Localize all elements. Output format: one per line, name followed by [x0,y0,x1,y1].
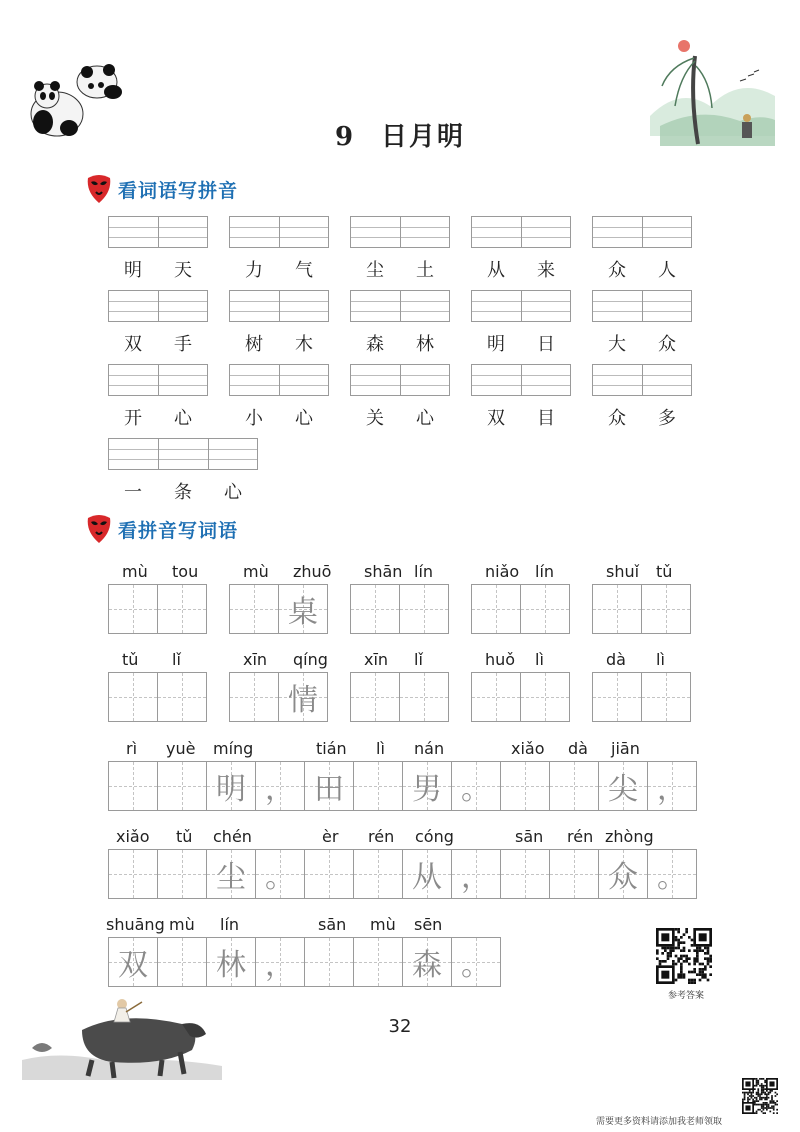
grid-divider [521,291,522,321]
pinyin-syllable: chén [213,827,252,846]
pinyin-syllable: tou [172,562,199,581]
pinyin-syllable: lǐ [414,650,423,669]
writing-cell[interactable] [353,761,403,811]
pinyin-syllable: mù [370,915,396,934]
word-char: 森 [366,334,384,355]
hint-char [354,850,402,898]
word [108,330,208,356]
pinyin-answer-grid[interactable] [108,364,208,396]
writing-cell[interactable] [157,672,207,722]
pinyin-syllable: cóng [415,827,454,846]
writing-cell[interactable] [598,761,648,811]
pinyin-answer-grid[interactable] [350,364,450,396]
word [229,330,329,356]
writing-cell[interactable] [549,849,599,899]
pinyin-syllable: lǐ [172,650,181,669]
pinyin-syllable: rì [126,739,138,758]
pinyin-answer-grid[interactable] [229,290,329,322]
hint-char: 男 [412,772,442,807]
hint-char: 明 [216,772,246,807]
character-writing-grid [229,584,328,634]
word-char: 众 [608,408,626,429]
pinyin-syllable: lín [414,562,434,581]
pinyin-answer-grid[interactable] [471,216,571,248]
writing-cell[interactable] [451,849,501,899]
writing-cell[interactable] [592,672,642,722]
pinyin-syllable: zhòng [605,827,654,846]
word [471,404,571,430]
pinyin-syllable: lì [656,650,665,669]
word-char: 明 [487,334,505,355]
pinyin-answer-grid[interactable] [592,364,692,396]
hint-char: 森 [412,948,442,983]
word-char: 土 [416,260,434,281]
writing-cell[interactable] [304,849,354,899]
word [471,330,571,356]
word [350,404,450,430]
pinyin-syllable: mù [122,562,148,581]
hint-char [354,762,402,810]
word [229,256,329,282]
grid-divider [400,365,401,395]
writing-cell[interactable] [353,937,403,987]
page-number: 32 [388,1016,412,1037]
writing-cell[interactable] [399,584,449,634]
hint-char [472,585,520,633]
hint-char [521,673,569,721]
word-char: 心 [416,408,434,429]
pinyin-syllable: èr [322,827,339,846]
hint-char: 。 [461,772,491,807]
footer-note: 需要更多资料请添加我老师领取 [596,1117,723,1127]
hint-char [230,585,278,633]
pinyin-syllable: xiǎo [116,827,150,846]
pinyin-syllable: shuāng [106,915,165,934]
pinyin-answer-grid[interactable] [592,290,692,322]
writing-cell[interactable] [108,937,158,987]
hint-char [109,762,157,810]
word-char: 双 [487,408,505,429]
word [350,256,450,282]
word [592,330,692,356]
writing-cell[interactable] [157,849,207,899]
writing-cell[interactable] [647,849,697,899]
hint-char: 从 [412,860,442,895]
pinyin-syllable: shān [364,562,403,581]
section-header-write-pinyin [86,174,238,204]
word-char: 众 [608,260,626,281]
pinyin-answer-grid[interactable] [229,364,329,396]
writing-cell[interactable] [157,584,207,634]
hint-char [642,673,690,721]
pinyin-syllable: xīn [364,650,389,669]
grid-divider [208,439,209,469]
lesson-title: 日月明 [381,122,466,152]
writing-cell[interactable] [108,672,158,722]
writing-cell[interactable] [229,584,279,634]
word [350,330,450,356]
word-char: 力 [245,260,263,281]
grid-divider [400,217,401,247]
word-char: 人 [658,260,676,281]
qr-caption: 参考答案 [667,991,704,1001]
word-char: 心 [295,408,313,429]
hint-char: 。 [461,948,491,983]
hint-char: 尖 [608,772,638,807]
pinyin-syllable: rén [567,827,594,846]
writing-cell[interactable] [206,937,256,987]
hint-char: 尘 [216,860,246,895]
grid-divider [642,217,643,247]
hint-char [354,938,402,986]
character-writing-grid [108,937,501,987]
word-char: 关 [366,408,384,429]
character-writing-grid [108,584,207,634]
writing-cell[interactable] [641,584,691,634]
grid-divider [279,365,280,395]
word-char: 来 [537,260,555,281]
writing-cell[interactable] [206,761,256,811]
opera-mask-icon [86,174,112,204]
writing-cell[interactable] [157,937,207,987]
pinyin-answer-grid[interactable] [471,364,571,396]
character-writing-grid [471,584,570,634]
pinyin-syllable: lín [220,915,240,934]
hint-char: ， [657,772,687,807]
section-label: 看拼音写词语 [118,519,239,542]
writing-cell[interactable] [255,761,305,811]
word-char: 条 [174,482,192,503]
word-char: 明 [124,260,142,281]
footer-qr-code-icon [742,1078,778,1114]
opera-mask-icon [86,514,112,544]
hint-char: 情 [288,683,318,718]
word-char: 开 [124,408,142,429]
writing-cell[interactable] [500,849,550,899]
writing-cell[interactable] [402,761,452,811]
section-label: 看词语写拼音 [118,179,239,202]
word [471,256,571,282]
character-writing-grid [229,672,328,722]
pinyin-syllable: yuè [166,739,196,758]
word [592,404,692,430]
pinyin-syllable: sān [515,827,544,846]
pinyin-syllable: xiǎo [511,739,545,758]
pinyin-answer-grid[interactable] [471,290,571,322]
pinyin-syllable: mù [243,562,269,581]
pinyin-syllable: zhuō [293,562,332,581]
word-char: 心 [174,408,192,429]
pinyin-syllable: dà [606,650,626,669]
writing-cell[interactable] [592,584,642,634]
writing-cell[interactable] [399,672,449,722]
hint-char [305,850,353,898]
hint-char [230,673,278,721]
pinyin-syllable: nán [414,739,445,758]
word [108,478,258,504]
hint-char [158,938,206,986]
pinyin-syllable: tǔ [176,827,193,846]
grid-divider [158,217,159,247]
grid-divider [642,291,643,321]
pinyin-syllable: jiān [611,739,640,758]
character-writing-grid [108,849,697,899]
hint-char [158,850,206,898]
writing-cell[interactable] [598,849,648,899]
pinyin-syllable: sēn [414,915,443,934]
hint-char [400,585,448,633]
word-char: 双 [124,334,142,355]
hint-char [351,673,399,721]
writing-cell[interactable] [108,584,158,634]
pinyin-syllable: tǔ [656,562,673,581]
pinyin-answer-grid[interactable] [592,216,692,248]
writing-cell[interactable] [500,761,550,811]
writing-cell[interactable] [520,672,570,722]
word-char: 一 [124,482,142,503]
word-char: 手 [174,334,192,355]
writing-cell[interactable] [520,584,570,634]
hint-char [593,585,641,633]
grid-divider [158,439,159,469]
hint-char [501,850,549,898]
pinyin-syllable: niǎo [485,562,520,581]
hint-char [521,585,569,633]
grid-divider [400,291,401,321]
hint-char: 林 [216,948,246,983]
writing-cell[interactable] [350,584,400,634]
hint-char [158,673,206,721]
writing-cell[interactable] [206,849,256,899]
hint-char [400,673,448,721]
word [108,404,208,430]
character-writing-grid [350,672,449,722]
lesson-number: 9 [334,122,356,152]
character-writing-grid [471,672,570,722]
writing-cell[interactable] [157,761,207,811]
word-char: 尘 [366,260,384,281]
pinyin-syllable: dà [568,739,588,758]
pinyin-answer-grid[interactable] [229,216,329,248]
word-char: 日 [537,334,555,355]
hint-char [472,673,520,721]
hint-char: ， [265,948,295,983]
word-char: 从 [487,260,505,281]
hint-char [550,850,598,898]
writing-cell[interactable] [255,849,305,899]
word-char: 心 [224,482,242,503]
grid-divider [158,291,159,321]
writing-cell[interactable] [647,761,697,811]
writing-cell[interactable] [353,849,403,899]
writing-cell[interactable] [402,849,452,899]
word-char: 众 [658,334,676,355]
hint-char [593,673,641,721]
grid-divider [158,365,159,395]
writing-cell[interactable] [451,937,501,987]
word [108,256,208,282]
pinyin-syllable: huǒ [485,650,516,669]
hint-char: ， [265,772,295,807]
writing-cell[interactable] [278,584,328,634]
hint-char [550,762,598,810]
pinyin-answer-grid[interactable] [108,290,208,322]
writing-cell[interactable] [255,937,305,987]
grid-divider [521,365,522,395]
character-writing-grid [592,584,691,634]
writing-cell[interactable] [350,672,400,722]
hint-char [351,585,399,633]
word-char: 天 [174,260,192,281]
pinyin-answer-grid[interactable] [350,290,450,322]
hint-char: 众 [608,860,638,895]
word-char: 气 [295,260,313,281]
character-writing-grid [592,672,691,722]
pinyin-answer-grid[interactable] [108,438,258,470]
pinyin-syllable: tián [316,739,347,758]
writing-cell[interactable] [549,761,599,811]
hint-char: 桌 [288,595,318,630]
character-writing-grid [350,584,449,634]
pinyin-syllable: qíng [293,650,328,669]
qr-code-icon [656,928,712,984]
hint-char: 田 [314,772,344,807]
word-char: 小 [245,408,263,429]
word-char: 林 [416,334,434,355]
pinyin-syllable: shuǐ [606,562,640,581]
pinyin-syllable: rén [368,827,395,846]
word [229,404,329,430]
character-writing-grid [108,761,697,811]
word-char: 多 [658,408,676,429]
hint-char [305,938,353,986]
pinyin-answer-grid[interactable] [108,216,208,248]
hint-char [109,850,157,898]
writing-cell[interactable] [471,584,521,634]
pinyin-syllable: lín [535,562,555,581]
hint-char: 。 [265,860,295,895]
writing-cell[interactable] [108,761,158,811]
word-char: 树 [245,334,263,355]
word-char: 目 [537,408,555,429]
grid-divider [279,291,280,321]
page-title [0,116,800,153]
writing-cell[interactable] [108,849,158,899]
hint-char: 。 [657,860,687,895]
writing-cell[interactable] [304,761,354,811]
word-char: 木 [295,334,313,355]
writing-cell[interactable] [229,672,279,722]
writing-cell[interactable] [278,672,328,722]
character-writing-grid [108,672,207,722]
pinyin-syllable: xīn [243,650,268,669]
writing-cell[interactable] [641,672,691,722]
pinyin-syllable: tǔ [122,650,139,669]
pinyin-syllable: sān [318,915,347,934]
writing-cell[interactable] [451,761,501,811]
hint-char [642,585,690,633]
pinyin-syllable: lì [376,739,385,758]
word-char: 大 [608,334,626,355]
hint-char: 双 [118,948,148,983]
hint-char [501,762,549,810]
grid-divider [279,217,280,247]
word [592,256,692,282]
hint-char [109,585,157,633]
pinyin-syllable: mù [169,915,195,934]
writing-cell[interactable] [471,672,521,722]
section-header-write-words [86,514,238,544]
hint-char: ， [461,860,491,895]
writing-cell[interactable] [402,937,452,987]
hint-char [158,585,206,633]
hint-char [158,762,206,810]
pinyin-syllable: lì [535,650,544,669]
grid-divider [642,365,643,395]
hint-char [109,673,157,721]
pinyin-answer-grid[interactable] [350,216,450,248]
writing-cell[interactable] [304,937,354,987]
grid-divider [521,217,522,247]
pinyin-syllable: míng [213,739,254,758]
